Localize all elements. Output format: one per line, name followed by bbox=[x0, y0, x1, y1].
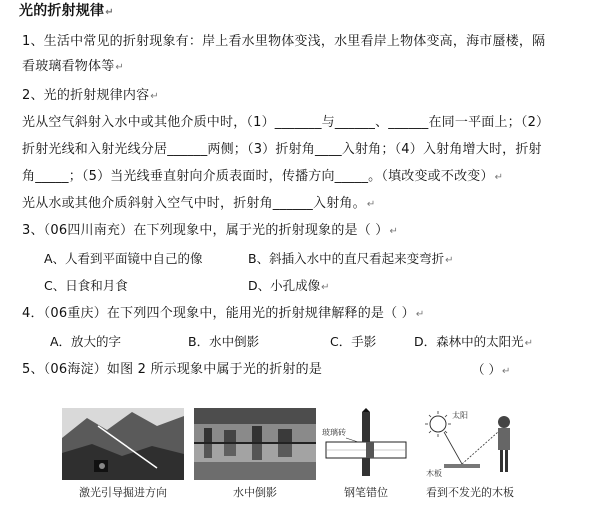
question-3-option-a: A、人看到平面镜中自己的像 bbox=[44, 251, 203, 266]
question-5-stem: 5、（06海淀）如图 2 所示现象中属于光的折射的是 bbox=[22, 362, 323, 377]
question-5-answer-blank: （ ）↵ bbox=[472, 362, 511, 377]
figure-pen-glass bbox=[318, 408, 414, 480]
water-reflection-illustration bbox=[194, 408, 316, 480]
figure-3-caption: 钢笔错位 bbox=[344, 486, 388, 499]
figure-4-caption: 看到不发光的木板 bbox=[426, 486, 514, 499]
figure-board-sunlight bbox=[414, 408, 526, 480]
figure-2-caption: 水中倒影 bbox=[233, 486, 277, 499]
document-title: 光的折射规律↵ bbox=[19, 3, 114, 19]
figure-laser-tunnel bbox=[62, 408, 184, 480]
question-4-option-a: A．放大的字 bbox=[50, 334, 122, 349]
section-2-heading: 2、光的折射规律内容↵ bbox=[22, 88, 159, 103]
question-4-option-c: C．手影 bbox=[330, 334, 377, 349]
question-3-option-c: C、日食和月食 bbox=[44, 278, 128, 293]
question-4-stem: 4．（06重庆）在下列四个现象中，能用光的折射规律解释的是（ ）↵ bbox=[22, 306, 425, 321]
section-1-continuation: 看玻璃看物体等↵ bbox=[22, 59, 124, 74]
law-line-3: 角_____；（5）当光线垂直射向介质表面时，传播方向_____。（填改变或不改变）↵ bbox=[22, 169, 504, 184]
glass-block-label: 玻璃砖 bbox=[322, 428, 346, 437]
board-label: 木板 bbox=[426, 469, 442, 478]
figure-water-reflection bbox=[194, 408, 316, 480]
law-line-1: 光从空气斜射入水中或其他介质中时，（1）_______与______、______在同一平面上；（2） bbox=[22, 115, 550, 130]
question-4-option-d: D．森林中的太阳光↵ bbox=[414, 334, 534, 349]
sun-label: 太阳 bbox=[452, 411, 468, 420]
pen-glass-illustration bbox=[318, 408, 414, 480]
question-4-option-b: B．水中倒影 bbox=[188, 334, 260, 349]
laser-tunnel-illustration bbox=[62, 408, 184, 480]
question-3-option-d: D、小孔成像↵ bbox=[248, 278, 330, 293]
question-3-option-b: B、斜插入水中的直尺看起来变弯折↵ bbox=[248, 251, 454, 266]
section-1-text: 1、生活中常见的折射现象有：岸上看水里物体变浅，水里看岸上物体变高，海市蜃楼，隔 bbox=[22, 34, 546, 49]
law-line-2: 折射光线和入射光线分居______两侧；（3）折射角____入射角；（4）入射角增大时，折射 bbox=[22, 142, 542, 157]
question-3-stem: 3、（06四川南充）在下列现象中，属于光的折射现象的是（ ）↵ bbox=[22, 223, 399, 238]
law-line-4: 光从水或其他介质斜射入空气中时，折射角______入射角。↵ bbox=[22, 196, 376, 211]
figure-1-caption: 激光引导掘进方向 bbox=[79, 486, 167, 499]
